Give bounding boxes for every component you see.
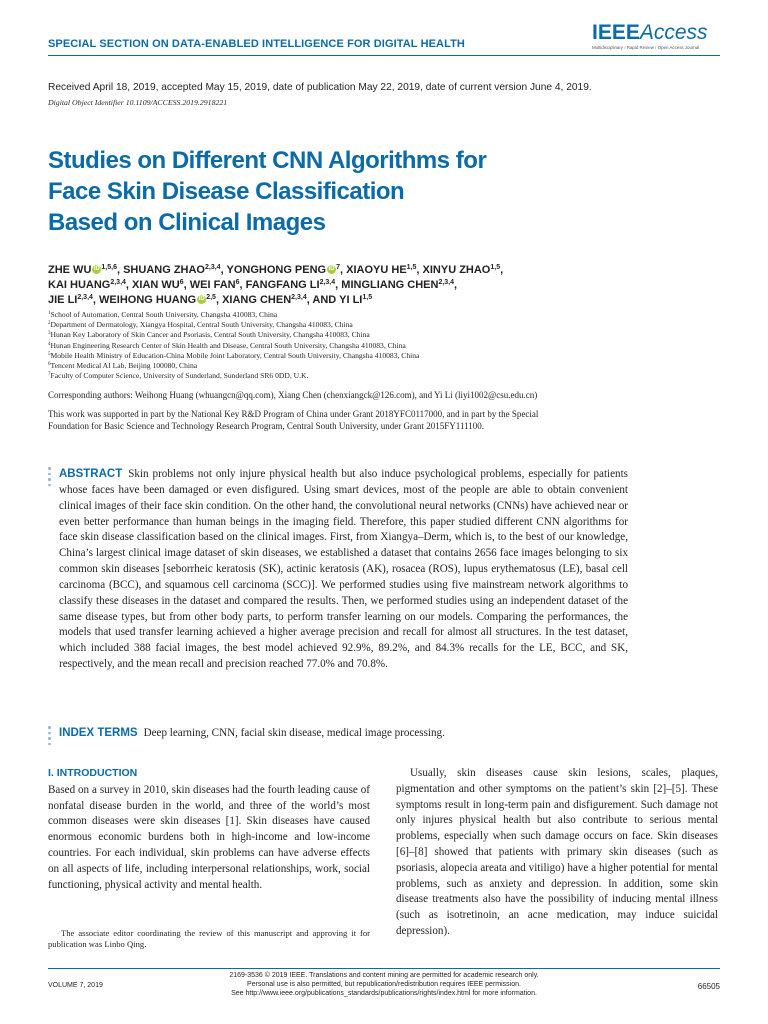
author-affil-sup: 7: [336, 264, 341, 271]
title-line: Studies on Different CNN Algorithms for: [48, 147, 487, 174]
author-name: ZHE WU: [48, 264, 92, 276]
affiliation-item: $^3$Hunan Key Laboratory of Skin Cancer and Psoriasis, Central South University, Changsha 410083, China: [48, 330, 370, 340]
logo-ieee: IEEE: [592, 21, 640, 44]
author-name: XIANG CHEN: [222, 294, 292, 306]
author-line: KAI HUANG$^{2,3,4}$, XIAN $WU^6$, WEI FAN$^6$, FANGFANG LI$^{2,3,4}$, MINGLIANG CHEN$^{2,3,4}$,: [48, 279, 458, 291]
index-terms: [59, 727, 445, 739]
copyright-notice: [200, 971, 568, 998]
author-name: SHUANG ZHAO: [123, 264, 205, 276]
author-name: MINGLIANG CHEN: [341, 279, 439, 291]
title-line: Based on Clinical Images: [48, 209, 326, 236]
author-affil-sup: 2,3,4: [204, 264, 221, 271]
copyright-line: 2169-3536 © 2019 IEEE. Translations and content mining are permitted for academic research only.: [229, 972, 539, 979]
author-name: WEIHONG HUANG: [99, 294, 197, 306]
affiliation-item: $^2$Department of Dermatology, Xiangya Hospital, Central South University, Changsha 410083, China: [48, 320, 353, 330]
affiliation-item: $^7$Faculty of Computer Science, University of Sunderland, Sunderland SR6 0DD, U.K.: [48, 371, 309, 381]
right-column-paragraph: Usually, skin diseases cause skin lesions, scales, plaques, pigmentation and other symptoms on the patient’s skin [2]–[5]. These symptoms result in long-term pain and disfigurement. Such damage not only injures physical health but also contribute to serious mental problems, especially when such damage occurs on face. Skin diseases [6]–[8] showed that patients with primary skin diseases (such as psoriasis, alopecia areata and vitiligo) have a higher potential for mental problems, such as anxiety and depression. In addition, some skin disease treatments also have the possibility of inducing mental illness (such as isotretinoin, an acne medication, may induce suicidal depression).: [396, 767, 718, 937]
author-name: JIE LI: [48, 294, 78, 306]
author-name: WEI FAN: [189, 279, 236, 291]
index-terms-heading: INDEX TERMS: [59, 727, 138, 739]
special-section-banner: SPECIAL SECTION ON DATA-ENABLED INTELLIGENCE FOR DIGITAL HEALTH: [48, 38, 465, 50]
author-name: XIAOYU HE: [346, 264, 407, 276]
associate-editor-note: The associate editor coordinating the review of this manuscript and approving it for publication was Linbo Qing.: [48, 928, 370, 949]
publication-dates: Received April 18, 2019, accepted May 15, 2019, date of publication May 22, 2019, date of current version June 4, 2019.: [48, 82, 592, 93]
funding-line: Foundation for Basic Science and Technology Research Program, Central South University, under Grant 2015FY111100.: [48, 421, 485, 431]
funding-note: [48, 408, 538, 432]
title-line: Face Skin Disease Classification: [48, 178, 405, 205]
author-affil-sup: 1,5: [490, 264, 501, 271]
orcid-icon[interactable]: iD: [93, 266, 100, 272]
author-list: [48, 263, 608, 308]
left-column: [48, 766, 370, 893]
author-affil-sup: 6: [179, 279, 184, 286]
copyright-line: Personal use is also permitted, but republication/redistribution requires IEEE permission.: [247, 981, 521, 988]
abstract-text: Skin problems not only injure physical health but also induce psychological problems, especially for patients whose faces have been damaged or even disfigured. Using smart devices, most of the people are able to obtain convenient clinical images of their face skin condition. On the other hand, the convolutional neural networks (CNNs) have achieved near or even better performance than human beings in the imaging field. Therefore, this paper studied different CNN algorithms for face skin disease classification based on the clinical images. First, from Xiangya–Derm, which is, to the best of our knowledge, China’s largest clinical image dataset of skin diseases, we established a dataset that contains 2656 face images belonging to six common skin diseases [seborrheic keratosis (SK), actinic keratosis (AK), rosacea (ROS), lupus erythematosus (LE), basal cell carcinoma (BCC), and squamous cell carcinoma (SCC)]. We performed studies using five mainstream network algorithms to classify these diseases in the dataset and compared the results. Then, we performed studies using an independent dataset of the same disease types, but from other body parts, to perform transfer learning on our models. Comparing the performances, the models that used transfer learning achieved a higher average precision and recall for almost all structures. In the test dataset, which included 388 facial images, the best model achieved 92.9%, 89.2%, and 84.3% recalls for the LE, BCC, and SK, respectively, and the mean recall and precision reached 77.0% and 70.8%.: [59, 468, 628, 671]
corresponding-authors: Corresponding authors: Weihong Huang (whuangcn@qq.com), Xiang Chen (chenxiangck@126.com), and Yi Li (liyi1002@csu.edu.cn): [48, 390, 538, 400]
affiliation-item: $^1$School of Automation, Central South University, Changsha 410083, China: [48, 310, 278, 319]
author-name: KAI HUANG: [48, 279, 111, 291]
author-name: FANGFANG LI: [245, 279, 320, 291]
author-affil-sup: 1,5: [406, 264, 417, 271]
orcid-icon[interactable]: iD: [328, 266, 335, 272]
author-affil-sup: 1,5,6: [101, 264, 117, 271]
affiliation-list: [48, 310, 419, 381]
author-affil-sup: 2,3,4: [438, 279, 455, 286]
author-name: YONGHONG PENG: [226, 264, 327, 276]
affiliation-item: $^4$Hunan Engineering Research Center of Skin Health and Disease, Central South University, Changsha 410083, China: [48, 340, 406, 350]
logo-access: Access: [639, 21, 708, 44]
author-affil-sup: 2,3,4: [110, 279, 126, 286]
abstract-dots-icon: [48, 467, 52, 489]
author-name: XIAN WU: [132, 279, 180, 291]
funding-line: This work was supported in part by the National Key R&D Program of China under Grant 2018YFC0117000, and in part by the Special: [48, 409, 539, 419]
abstract: [59, 467, 628, 673]
author-affil-sup: 1,5: [362, 294, 373, 301]
doi: Digital Object Identifier 10.1109/ACCESS.2019.2918221: [48, 98, 228, 107]
page-number: 66505: [697, 982, 720, 991]
index-terms-dots-icon: [48, 726, 52, 748]
author-affil-sup: 2,3,4: [291, 294, 307, 301]
author-name: YI LI: [339, 294, 363, 306]
volume-label: VOLUME 7, 2019: [48, 982, 103, 989]
author-line: ZHE WU iD $^{1,5,6}$, SHUANG ZHAO$^{2,3,4}$, YONGHONG PENG iD $^7$, XIAOYU HE$^{1,5}$, XINYU ZHAO$^{1,5}$,: [48, 264, 504, 276]
affiliation-item: $^5$Mobile Health Ministry of Education-China Mobile Joint Laboratory, Central South University, Changsha 410083, China: [48, 350, 420, 360]
author-affil-sup: 2,5: [206, 294, 216, 301]
index-terms-text: Deep learning, CNN, facial skin disease, medical image processing.: [143, 727, 445, 739]
author-affil-sup: 2,3,4: [319, 279, 336, 286]
paper-title: [48, 145, 608, 238]
author-affil-sup: 2,3,4: [77, 294, 93, 301]
affiliation-item: $^6$Tencent Medical AI Lab, Beijing 100080, China: [48, 361, 198, 371]
logo-tagline: Multidisciplinary ⁝ Rapid Review ⁝ Open Access Journal: [592, 45, 700, 50]
author-line: JIE LI$^{2,3,4}$, WEIHONG HUANG iD $^{2,5}$, XIANG CHEN$^{2,3,4}$, AND YI LI$^{1,5}$: [48, 294, 373, 306]
abstract-heading: ABSTRACT: [59, 468, 123, 480]
header-rule: [48, 55, 720, 56]
footer-rule: [48, 968, 720, 969]
ieee-access-logo: [592, 22, 722, 51]
author-name: XINYU ZHAO: [422, 264, 491, 276]
orcid-icon[interactable]: iD: [198, 296, 205, 302]
author-affil-sup: 6: [235, 279, 240, 286]
copyright-line: See http://www.ieee.org/publications_standards/publications/rights/index.html for more information.: [231, 990, 537, 997]
introduction-heading: I. INTRODUCTION: [48, 767, 138, 779]
introduction-paragraph: Based on a survey in 2010, skin diseases had the fourth leading cause of nonfatal disease burden in the world, and three of the world’s most common diseases were skin diseases [1]. Skin diseases have caused enormous economic burdens both in high-income and low-income countries. For each individual, skin problems can have adverse effects on all aspects of life, including interpersonal relationships, work, social functioning, physical activity and mental health.: [48, 783, 370, 891]
